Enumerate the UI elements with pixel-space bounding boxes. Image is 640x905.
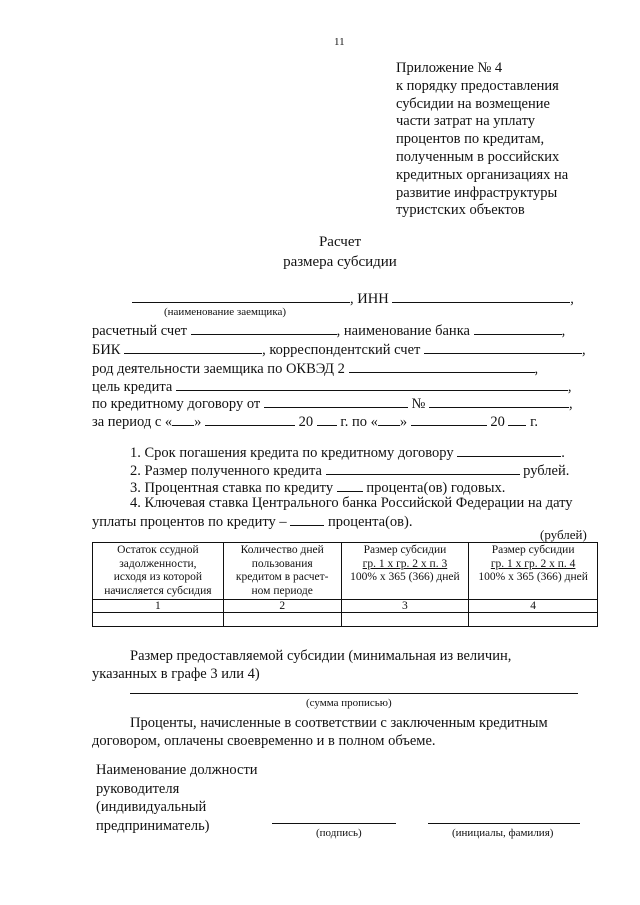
bik-row [92,340,586,359]
appendix-line: туристских объектов [396,202,525,219]
rate-field[interactable] [337,478,363,492]
initials-caption: (инициалы, фамилия) [452,827,554,839]
formula-numerator: гр. 1 х гр. 2 х п. 4 [490,557,576,570]
contract-date-field[interactable] [264,394,408,408]
position-line: предприниматель) [96,817,210,834]
year-prefix: 20 [298,414,314,430]
appendix-line: субсидии на возмещение [396,95,550,112]
size-line-1: Размер предоставляемой субсидии (минимальная из величин, [130,648,512,664]
header-cell [93,543,224,600]
position-line: Наименование должности [96,762,258,778]
bik-field[interactable] [124,340,262,354]
appendix-line: полученным в российских [396,148,560,165]
quote: » [399,414,408,430]
bank-field[interactable] [474,321,562,335]
appendix-line: Приложение № 4 [396,60,503,76]
item-3-text: 3. Процентная ставка по кредиту [130,480,334,496]
header-cell [341,543,469,600]
appendix-line: кредитных организациях на [396,166,569,183]
corr-label: , корреспондентский счет [262,342,421,358]
comma: , [567,379,572,395]
inn-label: , ИНН [350,291,389,307]
column-number: 4 [469,600,598,613]
size-line-2: указанных в графе 3 или 4) [92,666,260,682]
account-row [92,321,565,340]
table-cell[interactable] [469,613,598,627]
period-row [92,412,538,431]
period-to-label: г. по « [340,414,378,430]
formula-numerator: гр. 1 х гр. 2 х п. 3 [362,557,448,570]
signature-caption: (подпись) [316,827,362,839]
appendix-line: части затрат на уплату [396,113,535,130]
table-cell[interactable] [93,613,224,627]
header-text: Размер субсидии [363,544,447,556]
item-2-text: 2. Размер полученного кредита [130,463,322,479]
header-text: Количество дней [240,544,324,556]
table-header-row [93,543,598,600]
position-line: (индивидуальный [96,799,207,815]
account-field[interactable] [191,321,337,335]
item-4-text: уплаты процентов по кредиту – [92,514,287,530]
appendix-block [396,60,568,220]
bank-label: , наименование банка [336,323,470,339]
header-text: Размер субсидии [491,544,575,556]
contract-number-field[interactable] [429,394,569,408]
header-text: пользования [251,557,313,570]
document-title: Расчет [318,234,362,250]
header-text: задолженности, [119,557,197,570]
corr-field[interactable] [424,340,582,354]
table-cell[interactable] [223,613,341,627]
position-line: руководителя [96,780,180,797]
year-prefix: 20 [490,414,505,430]
item-1 [130,443,565,462]
formula-denominator: 100% х 365 (366) дней [350,571,460,584]
comma: , [568,396,573,412]
header-cell [223,543,341,600]
month-to-field[interactable] [411,412,487,426]
okved-field[interactable] [349,359,535,373]
header-text: кредитом в расчет- [235,571,329,584]
item-4-line2 [92,512,412,531]
month-from-field[interactable] [205,412,295,426]
contract-label: по кредитному договору от [92,396,261,412]
account-label: расчетный счет [92,323,187,339]
day-to-field[interactable] [378,412,400,426]
key-rate-field[interactable] [290,512,324,526]
document-subtitle: размера субсидии [283,254,397,270]
page-number: 11 [334,36,345,48]
header-text: Остаток ссудной [117,544,199,556]
header-text: исходя из которой [113,571,203,584]
comma: , [561,323,566,339]
quote: » [194,414,202,430]
purpose-label: цель кредита [92,379,173,395]
item-2-suffix: рублей. [523,463,570,479]
number-label: № [411,396,426,412]
header-text: ном периоде [251,584,313,597]
table-row [93,613,598,627]
formula-denominator: 100% х 365 (366) дней [478,571,588,584]
day-from-field[interactable] [172,412,194,426]
comma: , [570,291,574,307]
year-to-field[interactable] [508,412,526,426]
item-3-suffix: процента(ов) годовых. [366,480,506,496]
item-1-text: 1. Срок погашения кредита по кредитному договору [130,445,454,461]
initials-field[interactable] [428,823,580,824]
borrower-name-field[interactable] [132,289,350,303]
item-4-suffix: процента(ов). [327,514,413,530]
okved-row [92,359,538,378]
amount-in-words-field[interactable] [130,693,578,694]
item-4-line1: 4. Ключевая ставка Центрального банка Российской Федерации на дату [130,495,573,511]
sum-caption: (сумма прописью) [306,697,392,709]
position-block [96,761,258,835]
paid-line-1: Проценты, начисленные в соответствии с заключенным кредитным [130,715,548,731]
bik-label: БИК [92,342,121,358]
subsidy-table [92,542,598,627]
column-number: 1 [93,600,224,613]
rubles-caption: (рублей) [540,527,587,542]
appendix-line: к порядку предоставления [396,77,559,94]
year-from-field[interactable] [317,412,337,426]
okved-label: род деятельности заемщика по ОКВЭД 2 [92,361,345,377]
borrower-caption: (наименование заемщика) [164,306,287,318]
header-cell [469,543,598,600]
header-text: начисляется субсидия [104,584,212,597]
signature-field[interactable] [272,823,396,824]
column-number-row [93,600,598,613]
table-cell[interactable] [341,613,469,627]
comma: , [534,361,539,377]
term-field[interactable] [457,443,561,457]
appendix-line: процентов по кредитам, [396,131,545,148]
comma: , [581,342,586,358]
period: . [561,445,565,461]
appendix-line: развитие инфраструктуры [396,184,558,201]
inn-field[interactable] [392,289,570,303]
column-number: 2 [223,600,341,613]
year-suffix: г. [530,414,539,430]
paid-line-2: договором, оплачены своевременно и в полном объеме. [92,733,436,749]
period-label: за период с « [92,414,173,430]
column-number: 3 [341,600,469,613]
contract-row [92,394,573,413]
credit-amount-field[interactable] [326,461,520,475]
purpose-field[interactable] [176,377,568,391]
